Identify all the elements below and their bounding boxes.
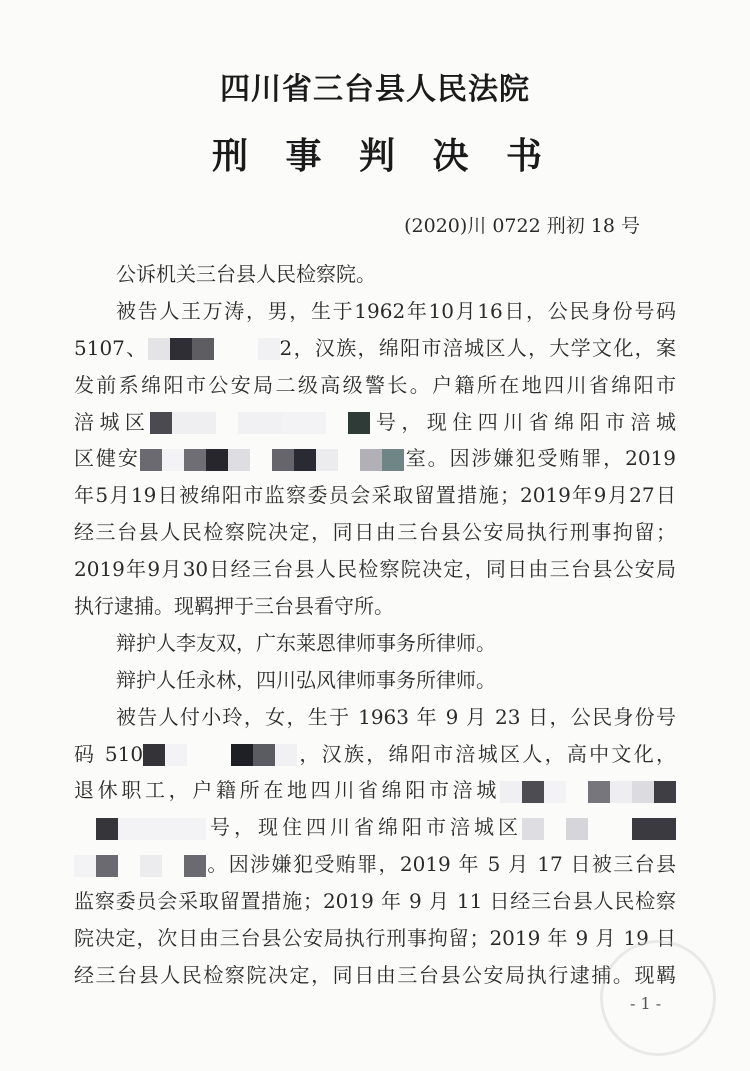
text-segment: 。因涉嫌犯受贿罪，2019 年 5 月 17 日被三台县 — [206, 852, 676, 877]
redaction-mosaic — [140, 449, 404, 471]
redaction-mosaic — [150, 412, 370, 434]
text-segment: 涪城区 — [74, 409, 151, 434]
text-segment: 2019年9月30日经三台县人民检察院决定，同日由三台县公安局 — [74, 557, 676, 582]
text-segment: 院决定，次日由三台县公安局执行刑事拘留；2019 年 9 月 19 日 — [74, 926, 676, 951]
redaction-mosaic — [143, 744, 297, 766]
case-number: (2020)川 0722 刑初 18 号 — [404, 215, 640, 237]
redaction-mosaic — [500, 781, 676, 803]
text-segment: 辩护人李友双，广东莱恩律师事务所律师。 — [116, 630, 496, 655]
text-segment: 年5月19日被绵阳市监察委员会采取留置措施；2019年9月27日 — [74, 483, 676, 508]
text-line — [74, 772, 676, 809]
text-line — [74, 330, 676, 367]
text-segment: 号，现住四川省绵阳市涪城区 — [206, 815, 522, 840]
text-line — [74, 404, 676, 441]
court-name: 四川省三台县人民法院 — [220, 72, 530, 107]
text-segment: ，汉族，绵阳市涪城区人，高中文化， — [297, 741, 677, 766]
text-segment: 5107、 — [74, 335, 148, 360]
redaction-mosaic — [74, 855, 206, 877]
text-segment: 发前系绵阳市公安局二级高级警长。户籍所在地四川省绵阳市 — [74, 372, 676, 397]
text-segment: 经三台县人民检察院决定，同日由三台县公安局执行刑事拘留； — [74, 520, 676, 545]
text-segment: 执行逮捕。现羁押于三台县看守所。 — [74, 594, 394, 619]
text-segment: 区健安 — [74, 446, 140, 471]
redaction-mosaic — [522, 818, 676, 840]
text-segment: 码 510 — [74, 741, 144, 766]
text-segment: 被告人付小玲，女，生于 1963 年 9 月 23 日，公民身份号 — [116, 704, 676, 729]
text-line — [74, 883, 676, 920]
redaction-mosaic — [148, 338, 280, 360]
text-line — [74, 551, 676, 588]
text-segment: 2，汉族，绵阳市涪城区人，大学文化，案 — [279, 335, 676, 360]
text-line — [74, 514, 676, 551]
text-segment: 监察委员会采取留置措施；2019 年 9 月 11 日经三台县人民检察 — [74, 889, 676, 914]
text-line — [74, 440, 676, 477]
text-segment: 号，现住四川省绵阳市涪城 — [370, 409, 677, 434]
text-segment: 室。因涉嫌犯受贿罪，2019 — [403, 446, 676, 471]
judgment-body — [74, 256, 676, 994]
text-line — [74, 293, 676, 330]
text-segment: 辩护人任永林，四川弘风律师事务所律师。 — [116, 667, 496, 692]
text-line — [74, 477, 676, 514]
text-line — [74, 846, 676, 883]
text-line — [74, 662, 676, 699]
text-segment: 经三台县人民检察院决定，同日由三台县公安局执行逮捕。现羁 — [74, 962, 676, 987]
text-line — [74, 367, 676, 404]
text-line — [74, 736, 676, 773]
text-line — [74, 256, 676, 293]
text-line — [74, 920, 676, 957]
text-line — [74, 588, 676, 625]
text-segment: 退休职工，户籍所在地四川省绵阳市涪城 — [74, 778, 500, 803]
redaction-mosaic — [74, 818, 206, 840]
text-line — [74, 699, 676, 736]
text-segment: 公诉机关三台县人民检察院。 — [116, 262, 376, 286]
text-segment: 被告人王万涛，男，生于1962年10月16日，公民身份号码 — [116, 298, 676, 323]
text-line — [74, 809, 676, 846]
page-number: - 1 - — [630, 994, 662, 1013]
text-line — [74, 957, 676, 994]
text-line — [74, 625, 676, 662]
document-type-heading: 刑 事 判 决 书 — [212, 136, 542, 177]
